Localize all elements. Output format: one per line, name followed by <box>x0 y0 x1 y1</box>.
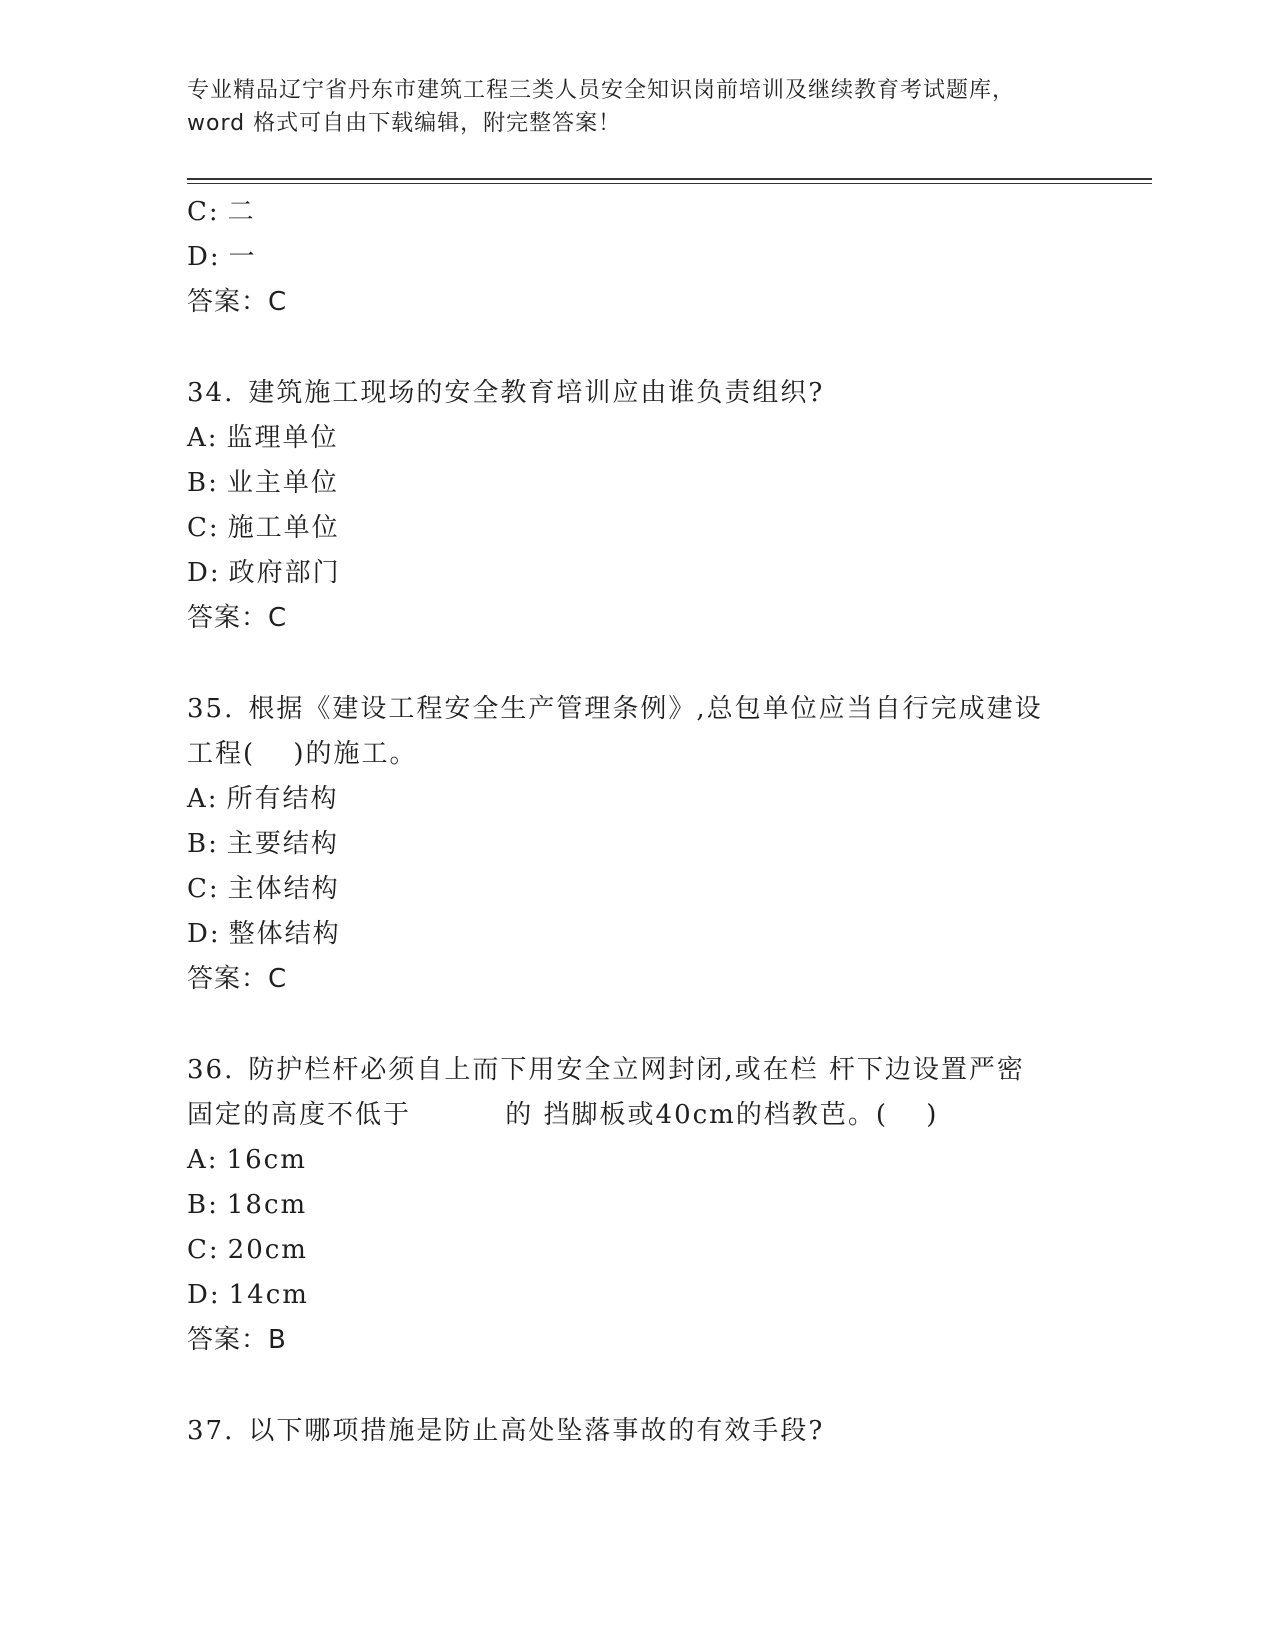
answer-line: 答案：C <box>187 287 288 317</box>
option-c: C: 施工单位 <box>187 513 340 543</box>
question-36 <box>187 1048 1087 1363</box>
question-list <box>187 190 1087 1454</box>
option-a: A: 16cm <box>187 1145 307 1175</box>
page-header <box>187 74 1107 140</box>
answer-line: 答案：B <box>187 1325 287 1355</box>
option-d: D: 14cm <box>187 1280 309 1310</box>
question-text-continued: 固定的高度不低于 的 挡脚板或40cm的档教芭。( ) <box>187 1100 939 1130</box>
question-34 <box>187 371 1087 641</box>
answer-line: 答案：C <box>187 603 288 633</box>
question-text: 36. 防护栏杆必须自上而下用安全立网封闭,或在栏 杆下边设置严密 <box>187 1055 1025 1085</box>
header-title-line-1: 专业精品辽宁省丹东市建筑工程三类人员安全知识岗前培训及继续教育考试题库， <box>187 78 1016 103</box>
question-text: 35. 根据《建设工程安全生产管理条例》,总包单位应当自行完成建设 <box>187 694 1043 724</box>
option-a: A: 所有结构 <box>187 784 339 814</box>
question-number: 37. <box>187 1416 235 1446</box>
option-b: B: 主要结构 <box>187 829 339 859</box>
option-c: C: 主体结构 <box>187 874 340 904</box>
question-number: 34. <box>187 378 235 408</box>
option-d: D: 整体结构 <box>187 919 341 949</box>
option-b: B: 业主单位 <box>187 468 339 498</box>
header-divider-thin <box>187 183 1152 184</box>
option-c: C: 20cm <box>187 1235 308 1265</box>
question-text-continued: 工程( )的施工。 <box>187 739 418 769</box>
header-title-line-2: word 格式可自由下载编辑，附完整答案！ <box>187 111 622 136</box>
header-divider-thick <box>187 178 1152 180</box>
question-number: 36. <box>187 1055 235 1085</box>
question-text: 37. 以下哪项措施是防止高处坠落事故的有效手段? <box>187 1416 825 1446</box>
question-number: 35. <box>187 694 235 724</box>
option-b: B: 18cm <box>187 1190 308 1220</box>
question-35 <box>187 687 1087 1002</box>
option-d: D: 政府部门 <box>187 558 341 588</box>
question-text: 34. 建筑施工现场的安全教育培训应由谁负责组织? <box>187 378 825 408</box>
answer-line: 答案：C <box>187 964 288 994</box>
previous-question-tail <box>187 190 1087 325</box>
option-d: D: 一 <box>187 242 257 272</box>
question-37 <box>187 1409 1087 1454</box>
option-a: A: 监理单位 <box>187 423 339 453</box>
option-c: C: 二 <box>187 197 256 227</box>
